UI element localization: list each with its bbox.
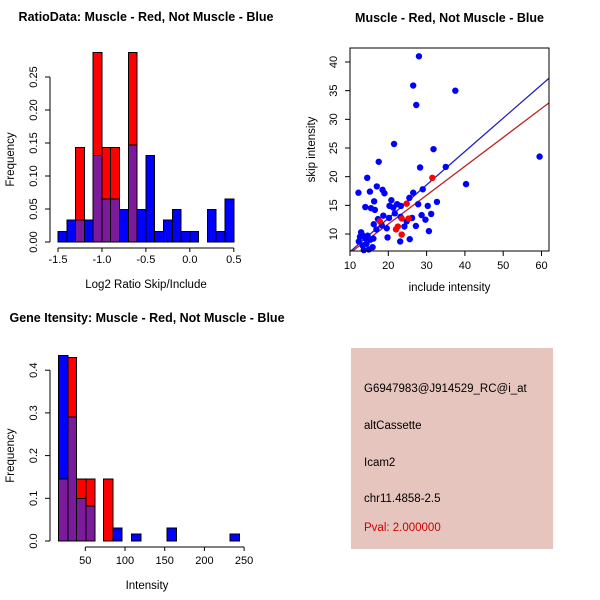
scatter-point-blue xyxy=(356,238,362,244)
hist-bar-overlap xyxy=(86,506,95,541)
hist-bar-overlap xyxy=(93,156,102,242)
scatter-point-blue xyxy=(406,195,412,201)
x-tick-label: 150 xyxy=(155,555,174,567)
scatter-point-red xyxy=(405,215,411,221)
hist-bar-blue xyxy=(230,534,240,541)
scatter-point-blue xyxy=(364,175,370,181)
scatter-point-blue xyxy=(397,238,403,244)
y-tick-label: 15 xyxy=(328,199,340,212)
hist-bar-blue xyxy=(137,210,146,242)
hist-bar-blue xyxy=(84,220,93,242)
probe-id-text: G6947983@J914529_RC@i_at xyxy=(364,383,527,395)
gene-info-box xyxy=(351,348,553,549)
scatter-point-blue xyxy=(407,236,413,242)
hist-bar-red xyxy=(77,479,87,498)
hist-bar-red xyxy=(111,148,120,199)
scatter-point-blue xyxy=(417,164,423,170)
scatter-point-blue xyxy=(415,201,421,207)
hist-bar-overlap xyxy=(68,417,77,541)
scatter-point-blue xyxy=(410,82,416,88)
splice-type-text: altCassette xyxy=(364,420,422,432)
scatter-point-blue xyxy=(370,235,376,241)
scatter-point-blue xyxy=(398,203,404,209)
scatter-point-blue xyxy=(410,190,416,196)
scatter-point-red xyxy=(403,200,409,206)
scatter-point-blue xyxy=(536,153,542,159)
hist-bar-blue xyxy=(207,210,216,242)
hist-bar-blue xyxy=(146,156,155,242)
y-tick-label: 0.10 xyxy=(28,165,40,187)
scatter-point-blue xyxy=(413,223,419,229)
x-tick-label: 200 xyxy=(195,555,214,567)
scatter-point-blue xyxy=(420,186,426,192)
hist-bar-overlap xyxy=(128,145,137,242)
scatter-point-blue xyxy=(358,229,364,235)
scatter-point-blue xyxy=(373,226,379,232)
scatter-point-blue xyxy=(391,141,397,147)
y-axis-title: Frequency xyxy=(5,428,17,483)
scatter-point-blue xyxy=(384,234,390,240)
gene-intensity-histogram-svg xyxy=(0,300,300,600)
x-tick-label: -1.5 xyxy=(48,254,68,266)
hist-bar-overlap xyxy=(102,199,111,242)
x-tick-label: 60 xyxy=(535,260,548,272)
x-tick-label: 250 xyxy=(234,555,254,567)
x-tick-label: 50 xyxy=(79,555,92,567)
y-tick-label: 0.15 xyxy=(28,132,40,154)
hist-bar-red xyxy=(104,479,114,541)
y-tick-label: 0.25 xyxy=(28,66,40,88)
y-axis-title: skip intensity xyxy=(306,116,318,183)
y-tick-label: 0.20 xyxy=(28,99,40,121)
hist-bar-red xyxy=(68,357,77,417)
x-tick-label: 30 xyxy=(420,260,433,272)
y-axis-title: Frequency xyxy=(5,132,17,187)
scatter-point-blue xyxy=(428,211,434,217)
hist-bar-blue xyxy=(225,199,234,242)
y-tick-label: 0.3 xyxy=(28,405,40,421)
scatter-point-blue xyxy=(401,223,407,229)
scatter-point-blue xyxy=(374,183,380,189)
scatter-point-blue xyxy=(430,146,436,152)
y-tick-label: 30 xyxy=(328,113,340,126)
scatter-point-blue xyxy=(392,210,398,216)
scatter-point-blue xyxy=(371,198,377,204)
hist-bar-red xyxy=(102,148,111,199)
hist-bar-blue xyxy=(181,231,190,242)
x-tick-label: 20 xyxy=(382,260,395,272)
scatter-point-blue xyxy=(355,190,361,196)
scatter-point-blue xyxy=(434,199,440,205)
y-tick-label: 0.2 xyxy=(28,447,40,464)
hist-bar-blue xyxy=(163,220,172,242)
scatter-point-blue xyxy=(413,102,419,108)
scatter-point-red xyxy=(429,175,435,181)
muscle-fit-line xyxy=(352,103,550,252)
location-text: chr11.4858-2.5 xyxy=(364,493,441,505)
scatter-point-blue xyxy=(361,247,367,253)
scatter-point-blue xyxy=(367,188,373,194)
hist-bar-overlap xyxy=(58,479,68,541)
scatter-point-blue xyxy=(386,215,392,221)
hist-bar-red xyxy=(128,53,137,145)
y-tick-label: 40 xyxy=(328,55,340,69)
scatter-point-blue xyxy=(422,216,428,222)
scatter-point-red xyxy=(399,231,405,237)
scatter-point-blue xyxy=(376,159,382,165)
panel-gene-intensity-histogram xyxy=(0,300,300,600)
scatter-point-blue xyxy=(380,212,386,218)
x-tick-label: 40 xyxy=(458,260,472,272)
x-tick-label: 10 xyxy=(343,260,357,272)
scatter-point-blue xyxy=(452,87,458,93)
y-tick-label: 0.1 xyxy=(28,490,40,506)
x-tick-label: -0.5 xyxy=(136,254,156,266)
gene-name-text: Icam2 xyxy=(364,457,396,469)
scatter-point-blue xyxy=(381,190,387,196)
chart-title: Muscle - Red, Not Muscle - Blue xyxy=(355,11,544,25)
x-tick-label: 100 xyxy=(115,555,135,567)
hist-bar-blue xyxy=(113,528,122,541)
hist-bar-overlap xyxy=(111,199,120,242)
scatter-point-red xyxy=(377,218,383,224)
y-tick-label: 25 xyxy=(328,141,340,155)
scatter-point-blue xyxy=(362,204,368,210)
chart-title: Gene Itensity: Muscle - Red, Not Muscle - Blue xyxy=(9,311,285,325)
hist-bar-blue xyxy=(216,231,225,242)
y-tick-label: 10 xyxy=(328,227,340,241)
scatter-point-blue xyxy=(463,181,469,187)
hist-bar-overlap xyxy=(76,220,85,242)
y-tick-label: 0.05 xyxy=(28,198,40,220)
x-axis-title: Intensity xyxy=(125,580,169,592)
scatter-point-blue xyxy=(443,164,449,170)
x-tick-label: 0.5 xyxy=(226,254,242,266)
y-tick-label: 0.00 xyxy=(28,231,40,253)
x-tick-label: 50 xyxy=(497,260,510,272)
scatter-point-blue xyxy=(388,197,394,203)
scatter-point-red xyxy=(399,215,405,221)
panel-ratio-histogram xyxy=(0,0,300,300)
chart-title: RatioData: Muscle - Red, Not Muscle - Blue xyxy=(18,10,274,24)
y-tick-label: 20 xyxy=(328,170,340,183)
y-tick-label: 35 xyxy=(328,84,340,97)
panel-intensity-scatter xyxy=(300,0,600,300)
scatter-point-blue xyxy=(426,228,432,234)
hist-bar-blue xyxy=(190,231,199,242)
panel-gene-info xyxy=(300,300,600,600)
hist-bar-red xyxy=(93,53,102,156)
hist-bar-blue xyxy=(67,220,76,242)
scatter-point-red xyxy=(393,226,399,232)
hist-bar-blue xyxy=(58,231,67,242)
x-tick-label: -1.0 xyxy=(92,254,112,266)
scatter-point-blue xyxy=(372,207,378,213)
scatter-point-blue xyxy=(425,203,431,209)
x-axis-title: Log2 Ratio Skip/Include xyxy=(85,279,207,291)
hist-bar-blue xyxy=(120,210,129,242)
hist-bar-red xyxy=(76,148,85,221)
ratio-histogram-svg xyxy=(0,0,300,300)
y-tick-label: 0.0 xyxy=(28,533,40,549)
hist-bar-blue xyxy=(172,210,181,242)
hist-bar-overlap xyxy=(77,498,87,541)
hist-bar-blue xyxy=(58,355,68,479)
x-tick-label: 0.0 xyxy=(182,254,198,266)
hist-bar-blue xyxy=(131,534,141,541)
intensity-scatter-svg xyxy=(300,0,600,300)
hist-bar-blue xyxy=(155,231,164,242)
hist-bar-blue xyxy=(167,528,177,541)
x-axis-title: include intensity xyxy=(408,282,491,294)
pval-text: Pval: 2.000000 xyxy=(364,522,441,534)
y-tick-label: 0.4 xyxy=(28,362,40,378)
scatter-point-blue xyxy=(416,53,422,59)
hist-bar-red xyxy=(86,479,95,506)
